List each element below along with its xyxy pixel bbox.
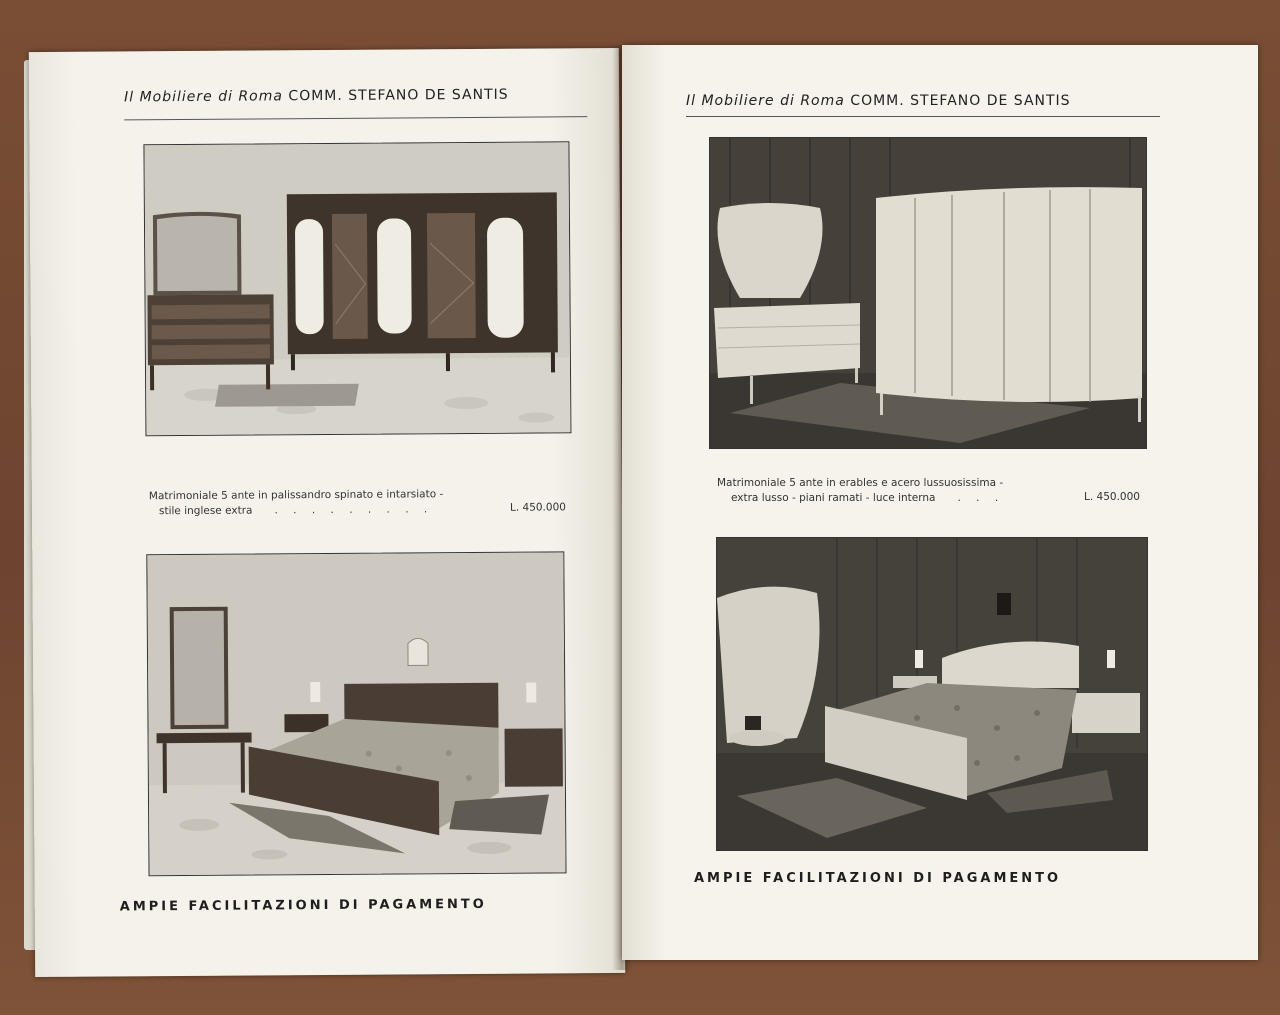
- right-price: L. 450.000: [1084, 491, 1140, 503]
- left-photo-bed: [146, 551, 566, 876]
- right-footer: AMPIE FACILITAZIONI DI PAGAMENTO: [694, 871, 1062, 886]
- left-caption-line1: Matrimoniale 5 ante in palissandro spinato e intarsiato -: [148, 488, 444, 503]
- right-page: [622, 45, 1258, 960]
- left-page: [29, 48, 625, 977]
- left-header-rule: [124, 116, 587, 120]
- right-header-store: Il Mobiliere di Roma: [686, 93, 845, 109]
- right-caption-line2: [731, 491, 1004, 505]
- right-caption-leader: . . .: [938, 492, 1005, 504]
- right-header: [686, 93, 1071, 109]
- right-caption-text: extra lusso - piani ramati - luce interna: [731, 492, 936, 504]
- right-header-owner: COMM. STEFANO DE SANTIS: [850, 93, 1071, 109]
- right-photo-bed: [716, 537, 1148, 851]
- left-footer: AMPIE FACILITAZIONI DI PAGAMENTO: [119, 896, 487, 915]
- left-header: [124, 87, 509, 106]
- right-caption-line1: Matrimoniale 5 ante in erables e acero lussuosissima -: [717, 477, 1004, 489]
- left-price: L. 450.000: [509, 501, 566, 514]
- left-header-store: Il Mobiliere di Roma: [124, 88, 283, 106]
- left-caption-leader: . . . . . . . . .: [255, 503, 434, 517]
- right-header-rule: [686, 116, 1160, 117]
- left-header-owner: COMM. STEFANO DE SANTIS: [288, 86, 509, 105]
- left-caption-text: stile inglese extra: [158, 504, 253, 518]
- right-photo-wardrobe: [709, 137, 1147, 449]
- left-caption-line2: [159, 502, 433, 518]
- left-photo-wardrobe: [143, 141, 571, 436]
